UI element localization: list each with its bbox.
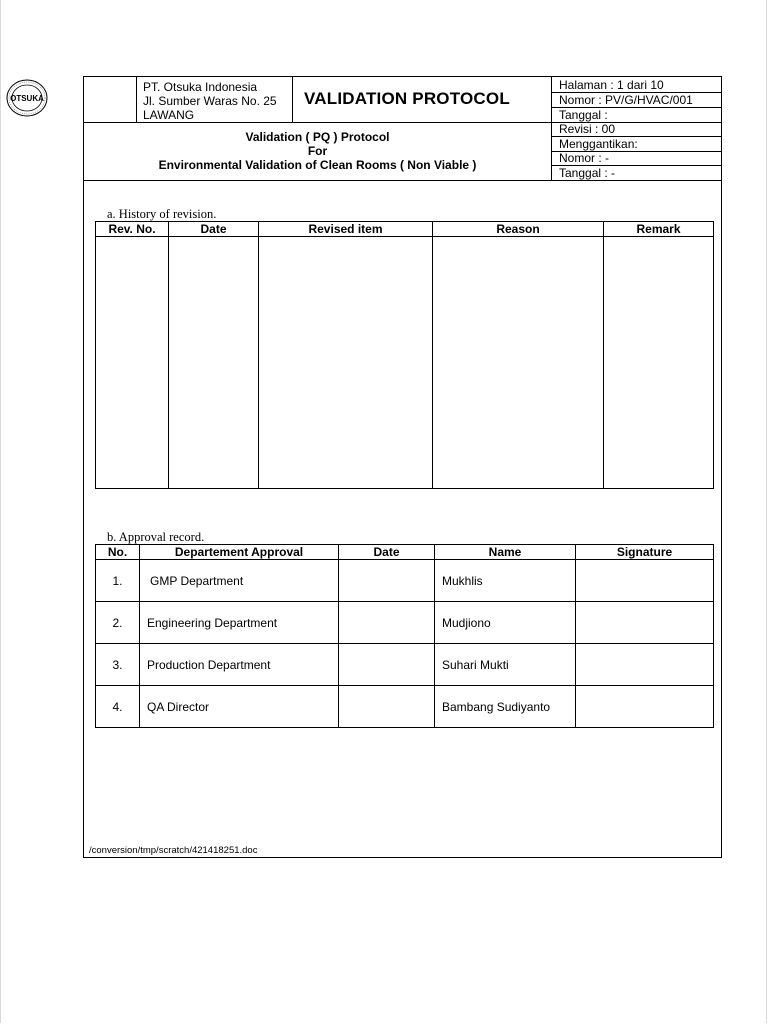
row-date[interactable]: [339, 686, 435, 728]
meta-tanggal: Tanggal :: [559, 108, 608, 122]
meta-nomor: Nomor : PV/G/HVAC/001: [559, 93, 693, 107]
col-revised-item: Revised item: [259, 222, 433, 237]
meta-tanggal-lama: Tanggal : -: [559, 166, 616, 180]
subtitle-line-2: For: [307, 144, 328, 158]
table-row: [96, 560, 714, 602]
revision-cell[interactable]: [433, 237, 604, 489]
revision-table: [95, 221, 714, 489]
row-no: 3.: [96, 644, 140, 686]
revision-cell[interactable]: [259, 237, 433, 489]
col-date: Date: [169, 222, 259, 237]
logo-text: OTSUKA: [10, 94, 44, 103]
document-title: VALIDATION PROTOCOL: [304, 89, 510, 108]
row-no: 4.: [96, 686, 140, 728]
row-name: Mukhlis: [435, 560, 576, 602]
row-signature[interactable]: [576, 560, 714, 602]
subtitle-line-1: Validation ( PQ ) Protocol: [245, 130, 390, 144]
table-row: [96, 644, 714, 686]
meta-revisi: Revisi : 00: [559, 122, 616, 136]
row-name: Bambang Sudiyanto: [435, 686, 576, 728]
header-vline-1: [136, 77, 137, 122]
revision-heading: a. History of revision.: [107, 207, 217, 221]
row-signature[interactable]: [576, 644, 714, 686]
row-date[interactable]: [339, 644, 435, 686]
revision-cell[interactable]: [604, 237, 714, 489]
table-row: [96, 686, 714, 728]
header-vline-2: [292, 77, 293, 122]
col-date: Date: [339, 545, 435, 560]
row-signature[interactable]: [576, 686, 714, 728]
row-department: QA Director: [140, 686, 339, 728]
meta-menggantikan: Menggantikan:: [559, 137, 638, 151]
otsuka-logo: [5, 78, 49, 118]
row-department: Production Department: [140, 644, 339, 686]
meta-nomor-lama: Nomor : -: [559, 151, 610, 165]
company-name: PT. Otsuka Indonesia: [143, 80, 258, 94]
company-address: Jl. Sumber Waras No. 25: [143, 94, 277, 108]
subtitle-line-3: Environmental Validation of Clean Rooms ( Non Viable ): [158, 158, 477, 172]
col-name: Name: [435, 545, 576, 560]
company-city: LAWANG: [143, 108, 195, 122]
header-bottom-line: [84, 180, 721, 181]
row-date[interactable]: [339, 560, 435, 602]
row-name: Mudjiono: [435, 602, 576, 644]
table-row: [96, 602, 714, 644]
revision-cell[interactable]: [169, 237, 259, 489]
meta-halaman: Halaman : 1 dari 10: [559, 78, 664, 92]
row-no: 1.: [96, 560, 140, 602]
col-remark: Remark: [604, 222, 714, 237]
row-date[interactable]: [339, 602, 435, 644]
col-signature: Signature: [576, 545, 714, 560]
row-name: Suhari Mukti: [435, 644, 576, 686]
row-signature[interactable]: [576, 602, 714, 644]
header-divider: [84, 122, 721, 123]
row-department: Engineering Department: [140, 602, 339, 644]
col-department: Departement Approval: [140, 545, 339, 560]
row-no: 2.: [96, 602, 140, 644]
footer-file-path: /conversion/tmp/scratch/421418251.doc: [89, 845, 258, 856]
col-no: No.: [96, 545, 140, 560]
col-rev-no: Rev. No.: [96, 222, 169, 237]
revision-cell[interactable]: [96, 237, 169, 489]
col-reason: Reason: [433, 222, 604, 237]
approval-table: [95, 544, 714, 728]
row-department: GMP Department: [140, 560, 339, 602]
approval-heading: b. Approval record.: [107, 530, 205, 544]
